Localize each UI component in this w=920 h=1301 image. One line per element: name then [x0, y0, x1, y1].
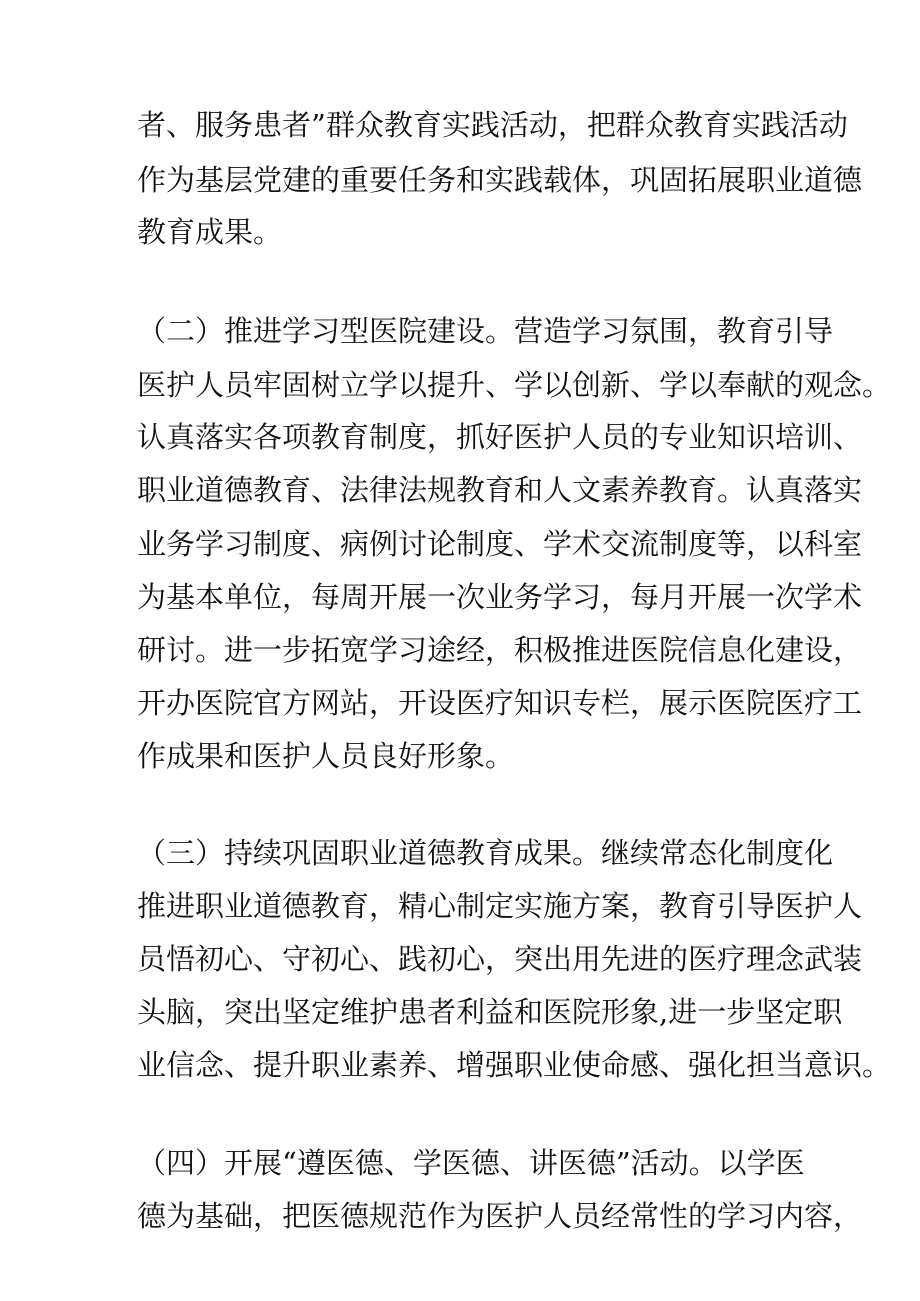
paragraph-3-line-4: 头脑，突出坚定维护患者利益和医院形象,进一步坚定职	[137, 995, 843, 1029]
paragraph-2-line-2: 医护人员牢固树立学以提升、学以创新、学以奉献的观念。	[137, 368, 892, 402]
paragraph-continuation-line-3: 教育成果。	[137, 215, 283, 249]
paragraph-continuation-line-1: 者、服务患者”群众教育实践活动，把群众教育实践活动	[137, 108, 848, 142]
paragraph-2-line-9: 作成果和医护人员良好形象。	[137, 739, 515, 773]
paragraph-4-line-2: 德为基础，把医德规范作为医护人员经常性的学习内容，	[137, 1199, 863, 1233]
paragraph-2-line-8: 开办医院官方网站，开设医疗知识专栏，展示医院医疗工	[137, 686, 863, 720]
paragraph-3-line-5: 业信念、提升职业素养、增强职业使命感、强化担当意识。	[137, 1048, 892, 1082]
paragraph-3-line-1: （三）持续巩固职业道德教育成果。继续常态化制度化	[137, 836, 834, 870]
paragraph-2-line-7: 研讨。进一步拓宽学习途经，积极推进医院信息化建设，	[137, 633, 863, 667]
paragraph-4-line-1: （四）开展“遵医德、学医德、讲医德”活动。以学医	[137, 1146, 805, 1180]
paragraph-2-line-1: （二）推进学习型医院建设。营造学习氛围，教育引导	[137, 314, 834, 348]
paragraph-continuation-line-2: 作为基层党建的重要任务和实践载体，巩固拓展职业道德	[137, 163, 863, 197]
paragraph-2-line-6: 为基本单位，每周开展一次业务学习，每月开展一次学术	[137, 580, 863, 614]
paragraph-2-line-5: 业务学习制度、病例讨论制度、学术交流制度等，以科室	[137, 527, 863, 561]
paragraph-2-line-3: 认真落实各项教育制度，抓好医护人员的专业知识培训、	[137, 420, 863, 454]
paragraph-2-line-4: 职业道德教育、法律法规教育和人文素养教育。认真落实	[137, 473, 863, 507]
paragraph-3-line-2: 推进职业道德教育，精心制定实施方案，教育引导医护人	[137, 889, 863, 923]
paragraph-3-line-3: 员悟初心、守初心、践初心，突出用先进的医疗理念武装	[137, 942, 863, 976]
